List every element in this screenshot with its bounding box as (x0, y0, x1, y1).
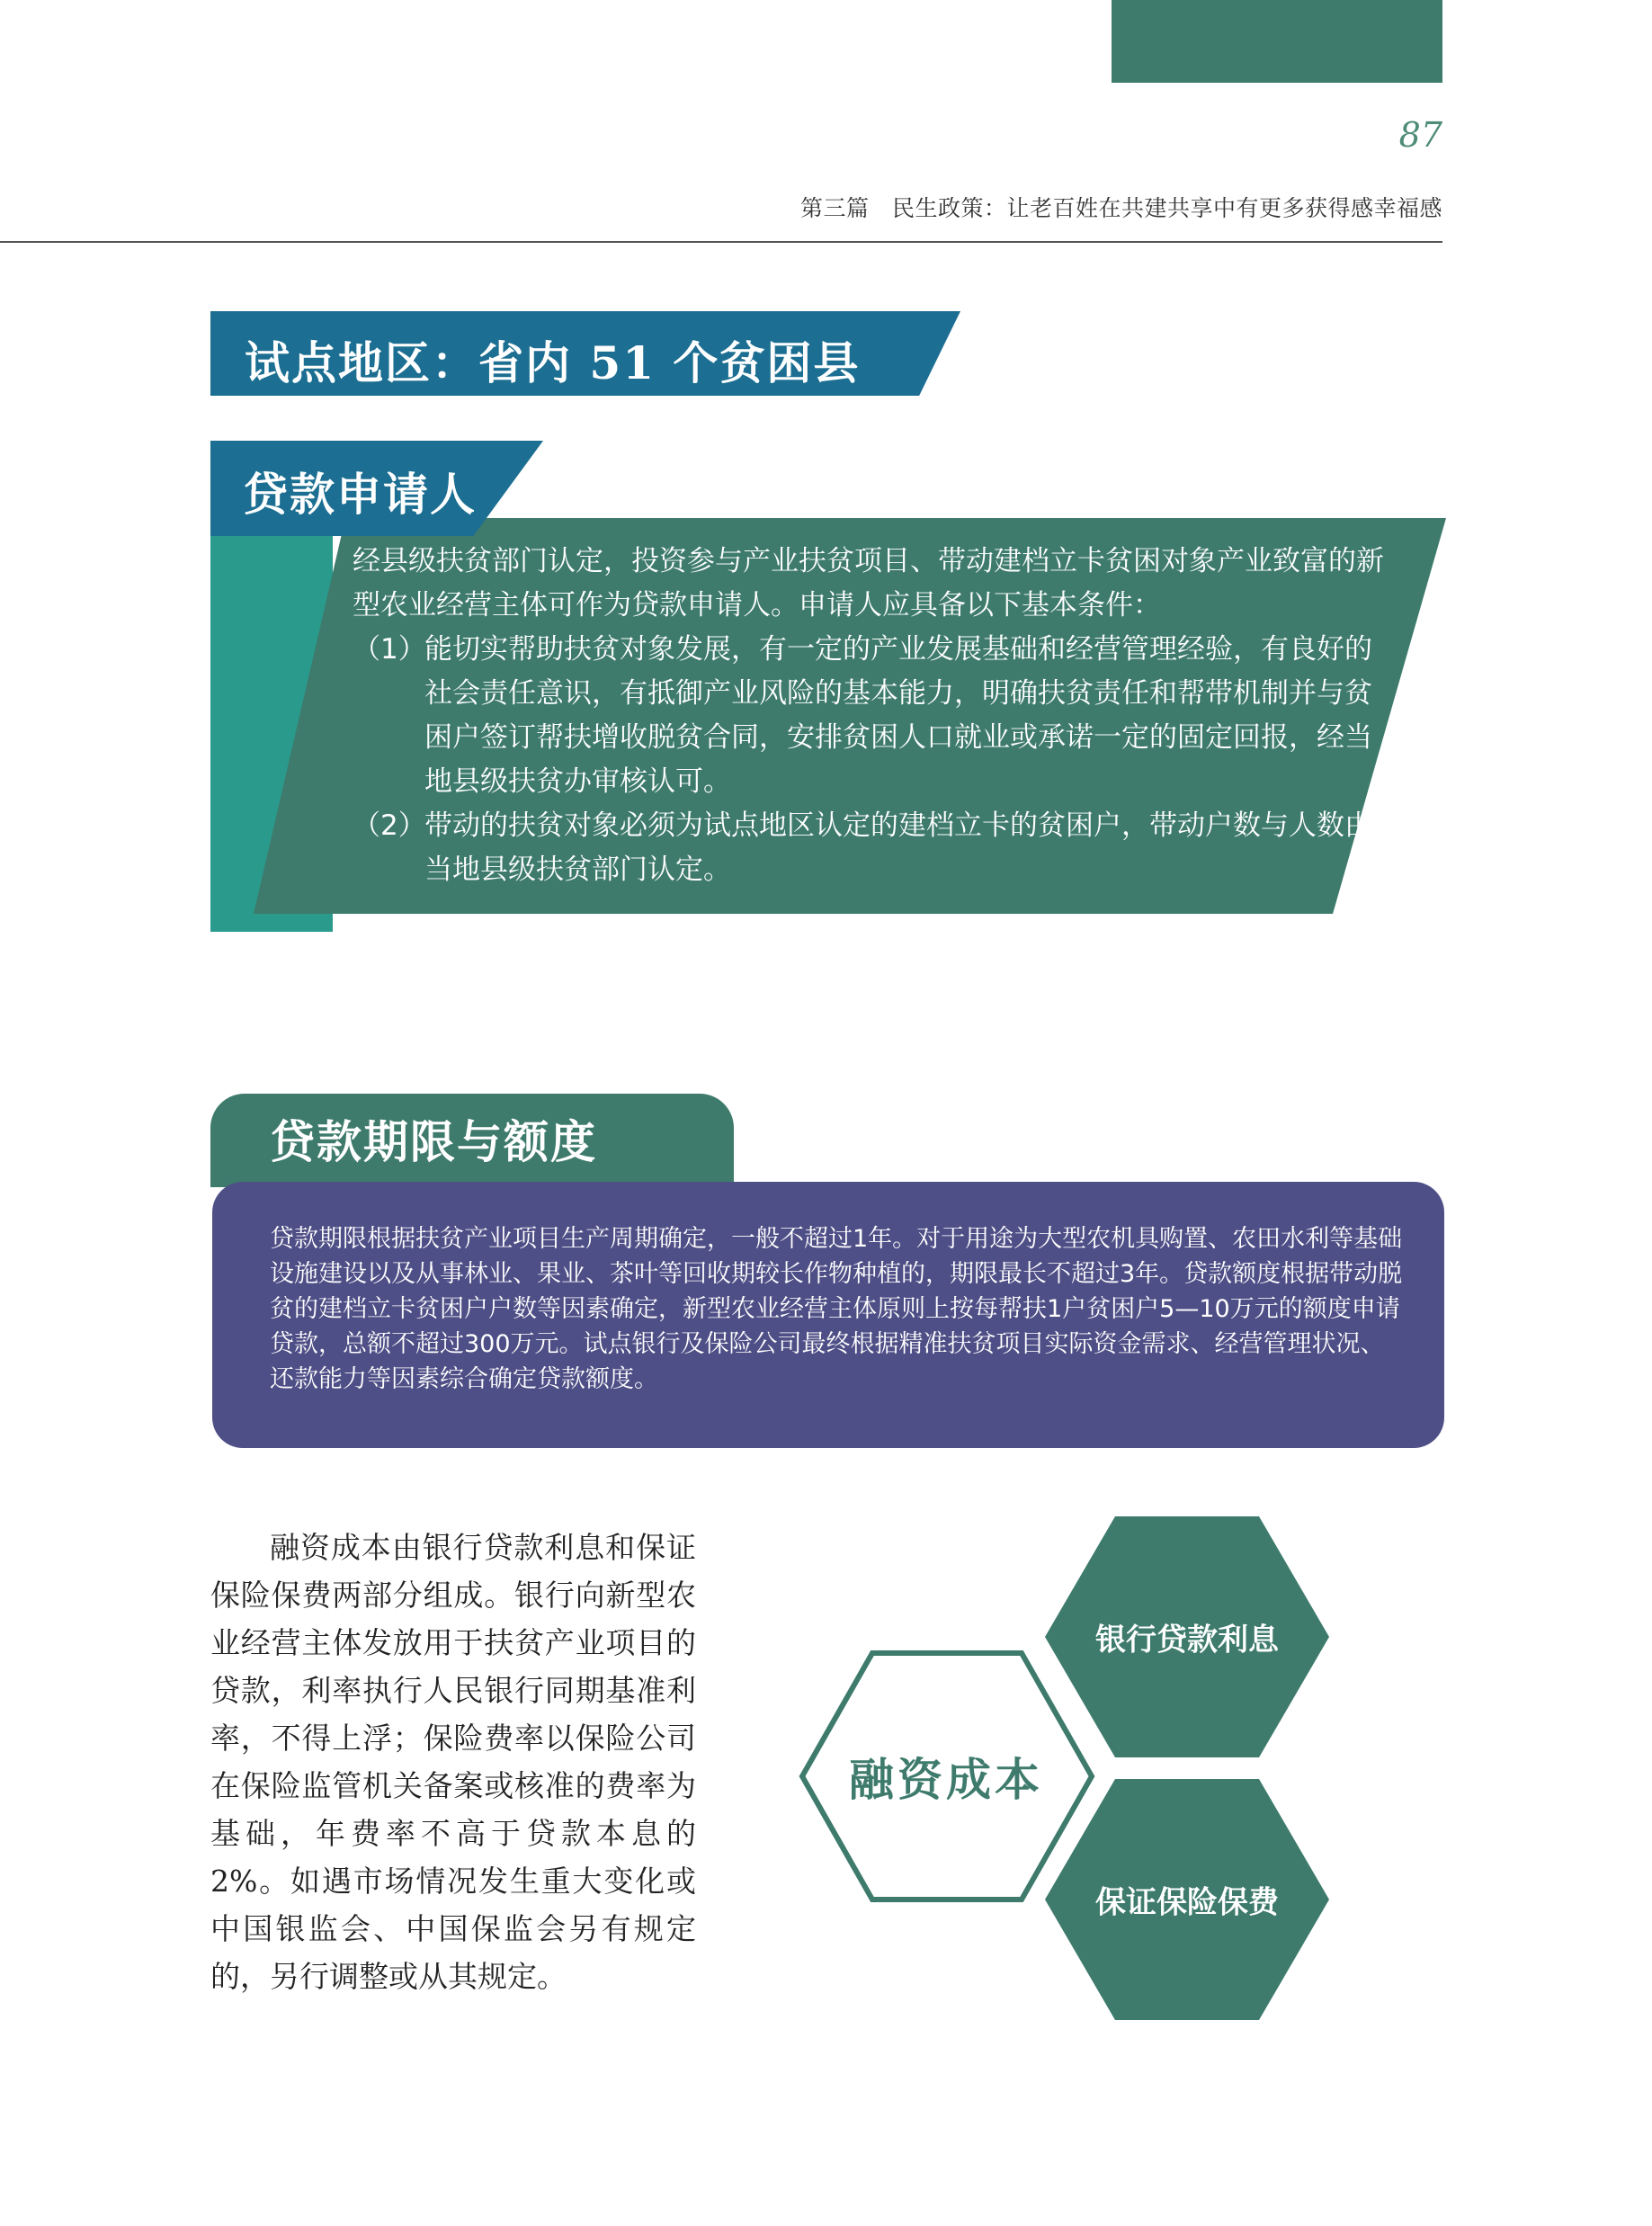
header-rule (0, 241, 1442, 243)
insurance-premium-label: 保证保险保费 (1095, 1884, 1279, 1921)
top-color-bar (1112, 0, 1442, 83)
loan-interest-label: 银行贷款利息 (1095, 1622, 1279, 1658)
cost-paragraph: 融资成本由银行贷款利息和保证保险保费两部分组成。银行向新型农业经营主体发放用于扶贫产业项目的贷款，利率执行人民银行同期基准利率，不得上浮；保险费率以保险公司在保险监管机关备案或核准的费率为基础，年费率不高于贷款本息的2%。如遇市场情况发生重大变化或中国银监会、中国保监会另有规定的，另行调整或从其规定。 (210, 1530, 696, 1994)
applicant-condition (353, 628, 1387, 804)
applicant-title: 贷款申请人 (243, 468, 477, 521)
condition-text: 能切实帮助扶贫对象发展，有一定的产业发展基础和经营管理经验，有良好的社会责任意识，有抵御产业风险的基本能力，明确扶贫责任和帮带机制并与贫困户签订帮扶增收脱贫合同，安排贫困人口就业或承诺一定的固定回报，经当地县级扶贫办审核认可。 (424, 633, 1372, 798)
applicant-text (353, 540, 1387, 892)
applicant-intro: 经县级扶贫部门认定，投资参与产业扶贫项目、带动建档立卡贫困对象产业致富的新型农业经营主体可作为贷款申请人。申请人应具备以下基本条件： (353, 545, 1384, 621)
cost-center-label: 融资成本 (849, 1753, 1043, 1806)
running-header: 第三篇 民生政策：让老百姓在共建共享中有更多获得感幸福感 (799, 195, 1442, 221)
applicant-condition (353, 804, 1387, 892)
term-title: 贷款期限与额度 (270, 1115, 597, 1168)
pilot-title: 试点地区：省内 51 个贫困县 (245, 336, 861, 389)
condition-text: 带动的扶贫对象必须为试点地区认定的建档立卡的贫困户，带动户数与人数由当地县级扶贫部门认定。 (424, 809, 1372, 886)
page-number: 87 (1398, 115, 1442, 155)
condition-number: （2） (353, 809, 426, 842)
term-body: 贷款期限根据扶贫产业项目生产周期确定，一般不超过1年。对于用途为大型农机具购置、农田水利等基础设施建设以及从事林业、果业、茶叶等回收期较长作物种植的，期限最长不超过3年。贷款额度根据带动脱贫的建档立卡贫困户户数等因素确定，新型农业经营主体原则上按每帮扶1户贫困户5—10万元的额度申请贷款，总额不超过300万元。试点银行及保险公司最终根据精准扶贫项目实际资金需求、经营管理状况、还款能力等因素综合确定贷款额度。 (270, 1225, 1403, 1393)
condition-number: （1） (353, 633, 426, 666)
